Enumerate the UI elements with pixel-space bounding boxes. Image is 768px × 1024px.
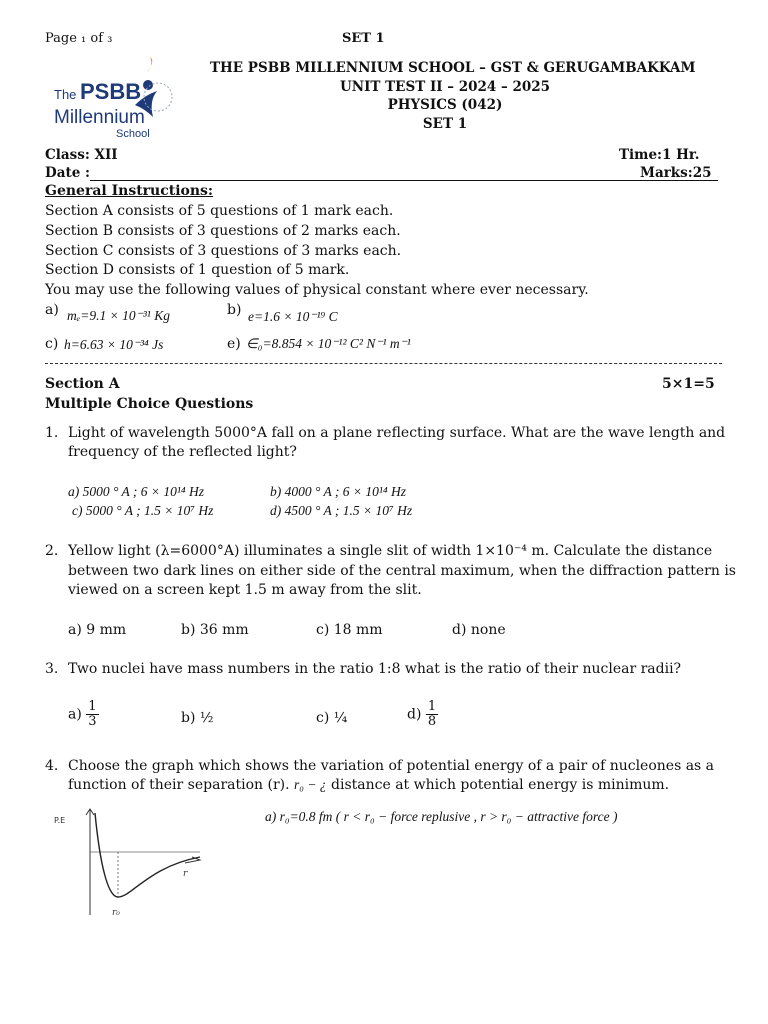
question-text-part: function of their separation (r). [68,777,290,793]
constant-electron-mass: mₑ=9.1 × 10⁻³¹ Kg [67,308,170,323]
date-underline [90,180,718,181]
option-a-label: a) [68,706,82,723]
instruction-line: You may use the following values of physical constant where ever necessary. [45,282,589,298]
r0-symbol: r₀ − ¿ [294,777,327,792]
question-text: between two dark lines on either side of the central maximum, when the diffraction pattern is [68,563,736,579]
option-b: b) ½ [181,710,214,726]
question-number: 4. [45,758,59,774]
question-text: Two nuclei have mass numbers in the ratio 1:8 what is the ratio of their nuclear radii? [68,661,682,677]
school-logo [50,55,180,140]
fraction-denominator: 3 [88,714,97,729]
section-subtitle: Multiple Choice Questions [45,396,254,412]
potential-energy-graph [50,805,210,920]
option-c: c) 18 mm [316,622,383,638]
option-a [68,700,99,729]
option-a: a) r₀=0.8 fm ( r < r₀ − force replusive , r > r₀ − attractive force ) [265,809,618,824]
option-b: b) 36 mm [181,622,249,638]
fraction-numerator: 1 [427,699,437,714]
instruction-line: Section B consists of 3 questions of 2 marks each. [45,223,401,239]
question-text: frequency of the reflected light? [68,444,297,460]
page-number: Page ₁ of ₃ [45,31,113,46]
option-d-label: d) [407,706,422,723]
constant-permittivity: ∈₀=8.854 × 10⁻¹² C² N⁻¹ m⁻¹ [246,336,411,351]
constant-e-label: e) [227,336,241,352]
option-d: d) 4500 ° A ; 1.5 × 10⁷ Hz [270,503,413,518]
question-text [68,777,669,793]
graph-r0-label: r₀ [112,908,120,918]
fraction-denominator: 8 [427,714,437,729]
question-text: viewed on a screen kept 1.5 m away from the slit. [68,582,422,598]
instruction-line: Section D consists of 1 question of 5 mark. [45,262,350,278]
question-text: Light of wavelength 5000°A fall on a plane reflecting surface. What are the wave length and [68,425,726,441]
constant-a-label: a) [45,302,59,318]
graph-x-label: r [183,869,188,879]
fraction-one-third [86,700,98,729]
instruction-line: Section A consists of 5 questions of 1 mark each. [45,203,394,219]
question-number: 3. [45,661,59,677]
logo-millennium: Millennium [54,107,145,128]
time-label: Time:1 Hr. [619,147,700,163]
constant-electron-charge: e=1.6 × 10⁻¹⁹ C [248,309,338,324]
subject-title: PHYSICS (042) [387,97,503,113]
instructions-heading: General Instructions: [45,183,214,199]
question-text-part: distance at which potential energy is minimum. [331,777,670,793]
section-divider [45,363,722,364]
logo-school: School [116,128,150,140]
option-b: b) 4000 ° A ; 6 × 10¹⁴ Hz [270,484,407,499]
marks-label: Marks:25 [640,165,712,181]
option-d [407,700,438,729]
test-title: UNIT TEST II – 2024 – 2025 [339,79,551,95]
option-c: c) ¼ [316,710,348,726]
option-a: a) 5000 ° A ; 6 × 10¹⁴ Hz [68,484,205,499]
question-text: Yellow light (λ=6000°A) illuminates a single slit of width 1×10⁻⁴ m. Calculate the distance [68,543,713,559]
option-d: d) none [452,622,506,638]
option-a: a) 9 mm [68,622,127,638]
constant-b-label: b) [227,302,242,318]
logo-psbb: PSBB [80,79,142,104]
question-text: Choose the graph which shows the variation of potential energy of a pair of nucleones as a [68,758,715,774]
constant-planck: h=6.63 × 10⁻³⁴ Js [64,337,164,352]
fraction-numerator: 1 [88,699,97,714]
instruction-line: Section C consists of 3 questions of 3 marks each. [45,243,402,259]
class-label: Class: XII [45,147,118,163]
constant-c-label: c) [45,336,59,352]
graph-y-label: P.E [54,816,66,825]
option-c: c) 5000 ° A ; 1.5 × 10⁷ Hz [72,503,214,518]
school-title: THE PSBB MILLENNIUM SCHOOL – GST & GERUGAMBAKKAM [210,60,696,76]
question-number: 2. [45,543,59,559]
section-marks: 5×1=5 [662,376,715,392]
question-number: 1. [45,425,59,441]
date-label: Date : [45,165,90,181]
section-title: Section A [45,376,120,392]
logo-the: The [54,87,77,102]
set-title: SET 1 [422,116,468,132]
fraction-one-eighth [426,700,438,729]
set-label-top: SET 1 [342,31,385,46]
